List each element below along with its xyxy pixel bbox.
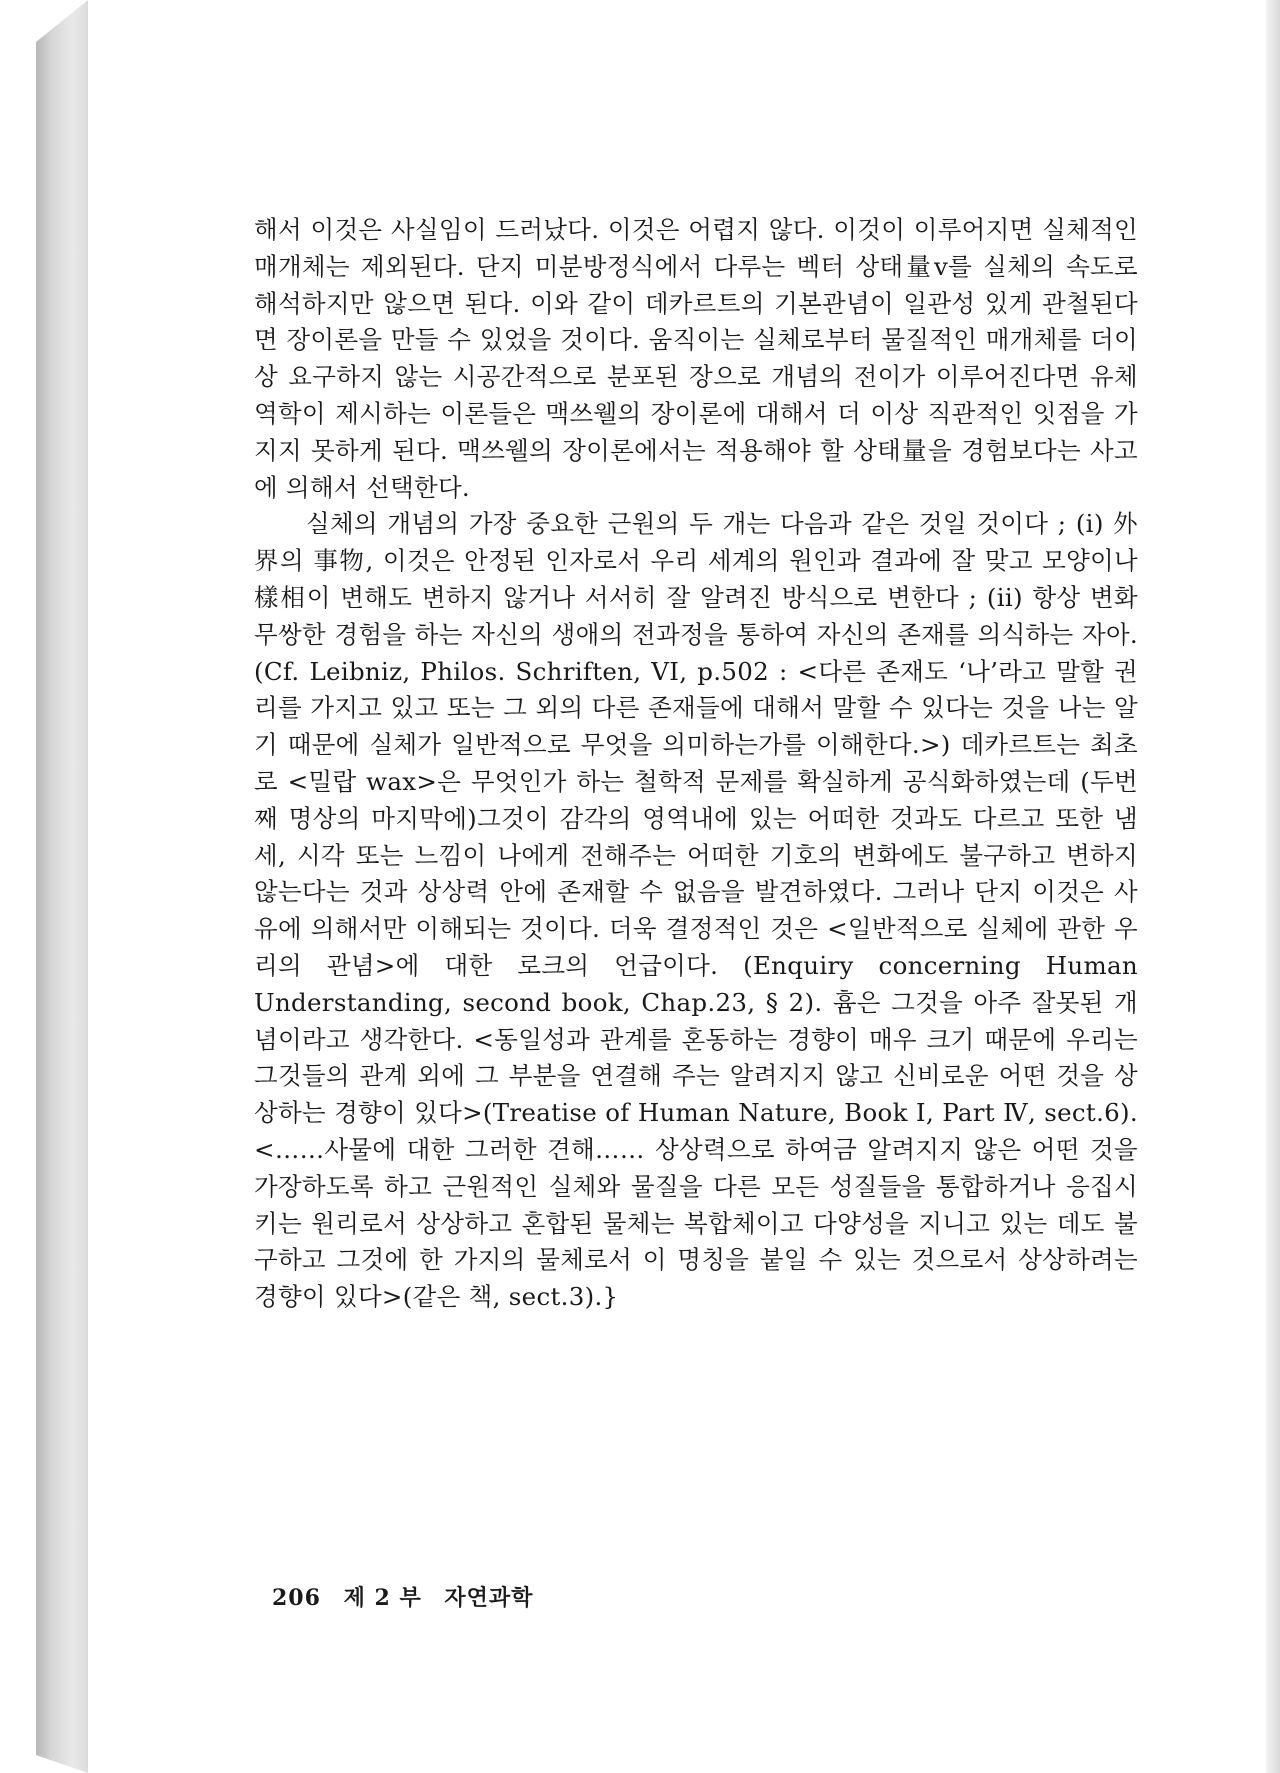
book-spine [36, 0, 88, 1773]
section-label: 자연과학 [444, 1585, 534, 1611]
page-edge [1266, 0, 1280, 1773]
paragraph-1: 해서 이것은 사실임이 드러났다. 이것은 어렵지 않다. 이것이 이루어지면 실체적인 매개체는 제외된다. 단지 미분방정식에서 다루는 벡터 상태量v를 실체의 속도로 해석하지만 않으면 된다. 이와 같이 데카르트의 기본관념이 일관성 있게 관철된다면 장이론을 만들 수 있었을 것이다. 움직이는 실체로부터 물질적인 매개체를 더이상 요구하지 않는 시공간적으로 분포된 장으로 개념의 전이가 이루어진다면 유체역학이 제시하는 이론들은 맥쓰웰의 장이론에 대해서 더 이상 직관적인 잇점을 가지지 못하게 된다. 맥쓰웰의 장이론에서는 적용해야 할 상태量을 경험보다는 사고에 의해서 선택한다. [254, 215, 1138, 502]
page-footer [272, 1581, 547, 1612]
body-text [254, 212, 1138, 1316]
part-label: 제 2 부 [343, 1585, 422, 1611]
page-number: 206 [272, 1585, 321, 1611]
paragraph-2: 실체의 개념의 가장 중요한 근원의 두 개는 다음과 같은 것일 것이다 ; (i) 外界의 事物, 이것은 안정된 인자로서 우리 세계의 원인과 결과에 잘 맞고 모양이나 樣相이 변해도 변하지 않거나 서서히 잘 알려진 방식으로 변한다 ; (ii) 항상 변화무쌍한 경험을 하는 자신의 생애의 전과정을 통하여 자신의 존재를 의식하는 자아. (Cf. Leibniz, Philos. Schriften, VI, p.502 : <다른 존재도 ‘나’라고 말할 권리를 가지고 있고 또는 그 외의 다른 존재들에 대해서 말할 수 있다는 것을 나는 알기 때문에 실체가 일반적으로 무엇을 의미하는가를 이해한다.>) 데카르트는 최초로 <밀랍 wax>은 무엇인가 하는 철학적 문제를 확실하게 공식화하였는데 (두번째 명상의 마지막에)그것이 감각의 영역내에 있는 어떠한 것과도 다르고 또한 냄세, 시각 또는 느낌이 나에게 전해주는 어떠한 기호의 변화에도 불구하고 변하지 않는다는 것과 상상력 안에 존재할 수 없음을 발견하였다. 그러나 단지 이것은 사유에 의해서만 이해되는 것이다. 더욱 결정적인 것은 <일반적으로 실체에 관한 우리의 관념>에 대한 로크의 언급이다. (Enquiry concerning Human Understanding, second book, Chap.23, § 2). 흄은 그것을 아주 잘못된 개념이라고 생각한다. <동일성과 관계를 혼동하는 경향이 매우 크기 때문에 우리는 그것들의 관계 외에 그 부분을 연결해 주는 알려지지 않고 신비로운 어떤 것을 상상하는 경향이 있다>(Treatise of Human Nature, Book Ⅰ, Part Ⅳ, sect.6). <……사물에 대한 그러한 견해…… 상상력으로 하여금 알려지지 않은 어떤 것을 가장하도록 하고 근원적인 실체와 물질을 다른 모든 성질들을 통합하거나 응집시키는 원리로서 상상하고 혼합된 물체는 복합체이고 다양성을 지니고 있는 데도 불구하고 그것에 한 가지의 물체로서 이 명칭을 붙일 수 있는 것으로서 상상하려는 경향이 있다>(같은 책, sect.3).} [254, 509, 1138, 1312]
